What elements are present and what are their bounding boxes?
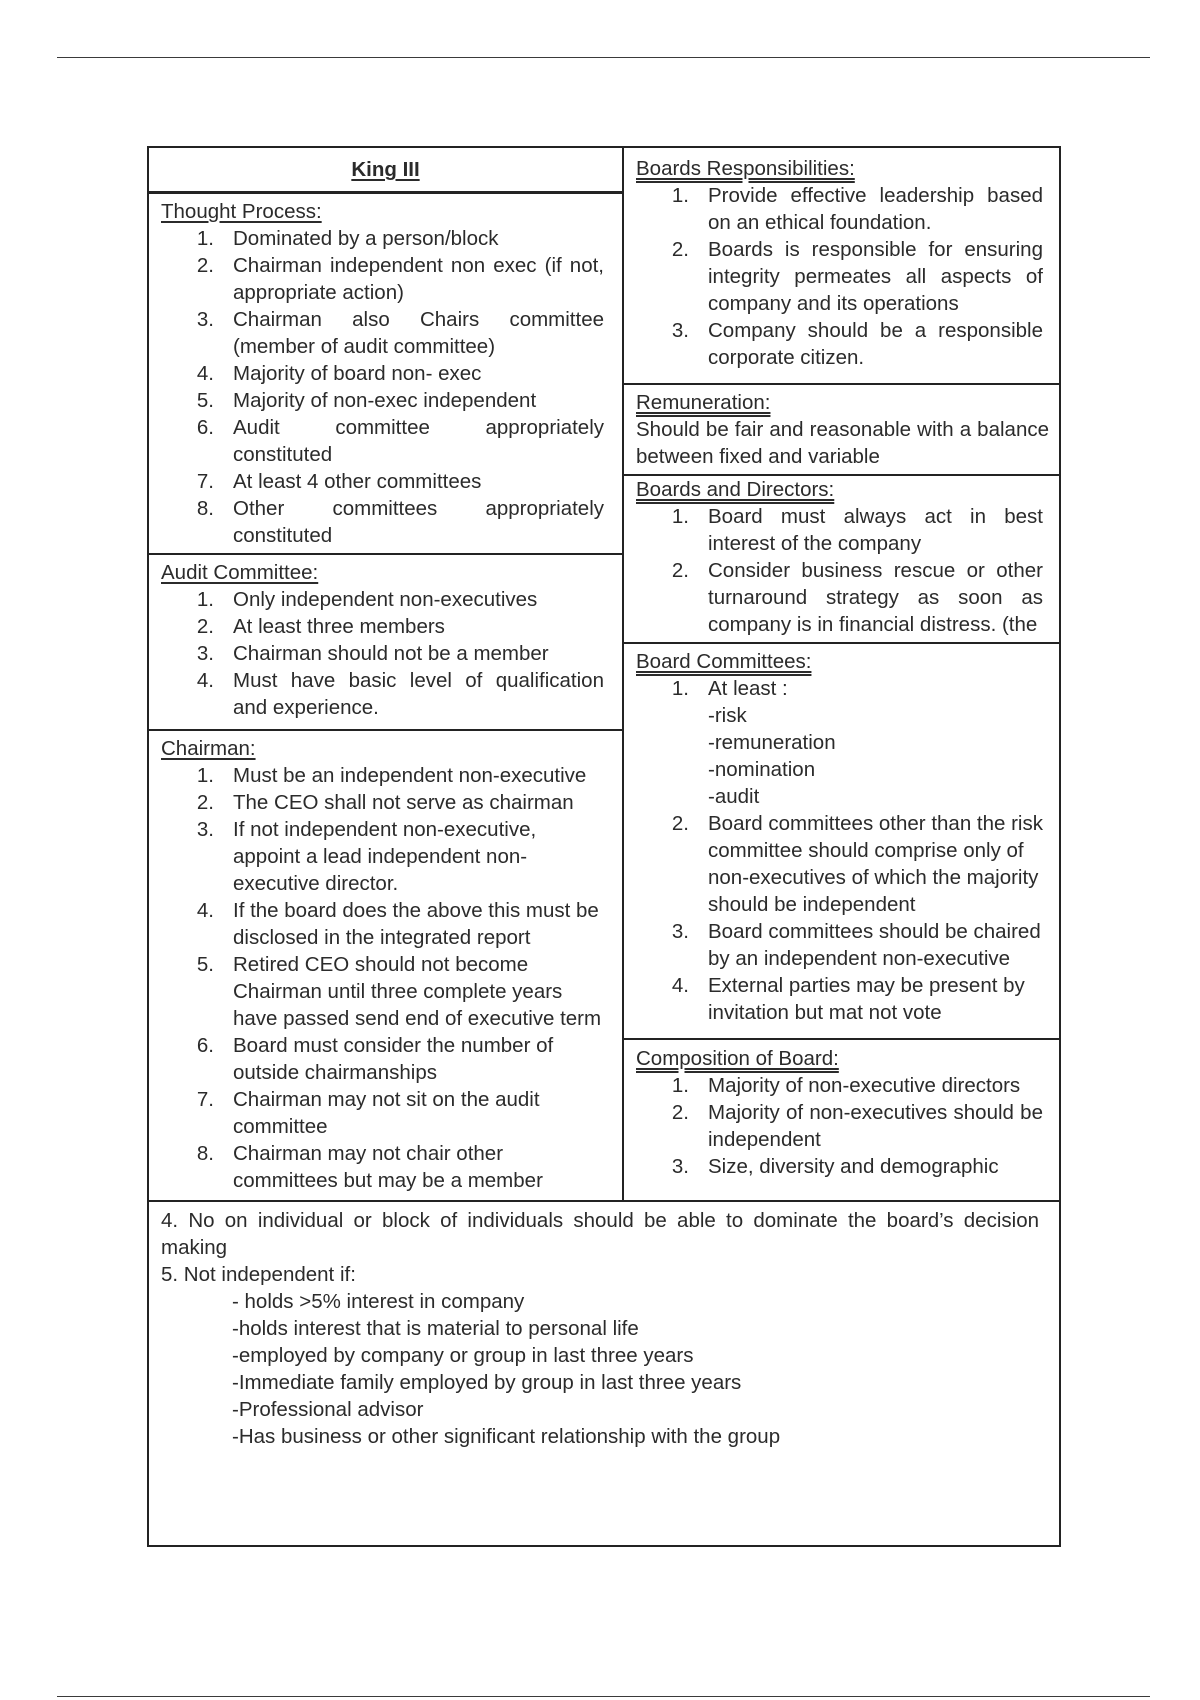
list-item-text: If not independent non-executive, appoint a lead independent non-executive director. [233, 818, 537, 895]
list-number: 1. [671, 505, 689, 528]
section-heading [161, 735, 604, 762]
list-number: 4. [196, 899, 214, 922]
list-number: 6. [196, 416, 214, 439]
list-number: 3. [196, 642, 214, 665]
list-number: 4. [671, 974, 689, 997]
list-item-text: Chairman may not sit on the audit committee [233, 1088, 540, 1138]
section-board-committees [622, 642, 1061, 1040]
list-number: 1. [196, 588, 214, 611]
list-item-text: Retired CEO should not become Chairman until three complete years have passed send end of executive term [233, 953, 602, 1030]
list-number: 2. [671, 812, 689, 835]
list-item-text: Chairman independent non exec (if not, appropriate action) [233, 254, 604, 304]
list-item [161, 951, 604, 1032]
composition-of-board-heading: Composition of Board: [636, 1047, 839, 1070]
list-item [161, 897, 604, 951]
composition-of-board-list [636, 1072, 1043, 1180]
section-heading [161, 559, 604, 586]
section-heading [161, 198, 604, 225]
list-item [636, 810, 1043, 918]
board-committees-heading: Board Committees: [636, 650, 812, 673]
list-number: 8. [196, 497, 214, 520]
list-item [161, 468, 604, 495]
list-number: 1. [671, 677, 689, 700]
list-item [636, 918, 1043, 972]
list-item-text: Board must consider the number of outside chairmanships [233, 1034, 554, 1084]
list-item-text: Majority of board non- exec [233, 362, 482, 385]
list-number: 6. [196, 1034, 214, 1057]
list-number: 4. [196, 362, 214, 385]
list-sub-item: -audit [708, 785, 760, 808]
list-item-text: External parties may be present by invitation but mat not vote [708, 974, 1025, 1024]
list-item [161, 667, 604, 721]
list-number: 4. [196, 669, 214, 692]
list-item [636, 1099, 1043, 1153]
list-sub-item: -nomination [708, 758, 816, 781]
top-rule [57, 57, 1150, 58]
list-item [636, 557, 1043, 638]
list-number: 2. [671, 1101, 689, 1124]
list-item-text: Board committees should be chaired by an independent non-executive [708, 920, 1041, 970]
list-number: 7. [196, 470, 214, 493]
list-item [636, 1153, 1043, 1180]
section-composition-of-board [622, 1038, 1061, 1202]
section-audit-committee [147, 553, 624, 731]
list-item-text: Dominated by a person/block [233, 227, 499, 250]
audit-committee-list [161, 586, 604, 721]
list-number: 2. [196, 615, 214, 638]
chairman-heading: Chairman: [161, 737, 256, 760]
list-number: 3. [671, 1155, 689, 1178]
list-item-text: Majority of non-executives should be independent [708, 1101, 1043, 1151]
section-heading [636, 389, 1049, 416]
list-number: 7. [196, 1088, 214, 1111]
list-item [161, 360, 604, 387]
thought-process-heading: Thought Process: [161, 200, 322, 223]
condition-line: -Immediate family employed by group in last three years [232, 1371, 742, 1394]
list-item [636, 503, 1043, 557]
list-item [636, 972, 1043, 1026]
list-number: 3. [196, 308, 214, 331]
list-number: 1. [671, 184, 689, 207]
section-boards-and-directors [622, 474, 1061, 644]
list-number: 1. [196, 764, 214, 787]
table-title-cell [147, 146, 624, 194]
remuneration-text: Should be fair and reasonable with a balance between fixed and variable [636, 418, 1049, 468]
list-item-text: At least 4 other committees [233, 470, 482, 493]
condition-line: -Professional advisor [232, 1398, 424, 1421]
list-item [161, 225, 604, 252]
list-item [161, 306, 604, 360]
list-number: 3. [671, 319, 689, 342]
list-item [161, 495, 604, 549]
remuneration-heading: Remuneration: [636, 391, 771, 414]
list-item-text: Board must always act in best interest of the company [708, 505, 1043, 555]
condition-line: -Has business or other significant relationship with the group [232, 1425, 781, 1448]
chairman-list [161, 762, 604, 1194]
list-item-text: Must have basic level of qualification and experience. [233, 669, 604, 719]
list-number: 1. [671, 1074, 689, 1097]
list-item-text: Company should be a responsible corporate citizen. [708, 319, 1043, 369]
list-item [161, 640, 604, 667]
bottom-rule [57, 1696, 1150, 1697]
table-title: King III [351, 158, 420, 181]
list-item-text: Board committees other than the risk committee should comprise only of non-executives of which the majority should be independent [708, 812, 1043, 916]
section-heading [636, 648, 1043, 675]
section-thought-process [147, 192, 624, 555]
condition-line: -holds interest that is material to personal life [232, 1317, 639, 1340]
list-item [161, 387, 604, 414]
list-number: 1. [196, 227, 214, 250]
list-number: 2. [196, 791, 214, 814]
section-chairman [147, 729, 624, 1202]
list-item-text: At least three members [233, 615, 445, 638]
list-item-text: Other committees appropriately constituted [233, 497, 604, 547]
boards-and-directors-list [636, 503, 1043, 638]
list-item [161, 252, 604, 306]
list-item [161, 613, 604, 640]
list-number: 5. [196, 953, 214, 976]
note-point-5: 5. Not independent if: [161, 1263, 356, 1286]
section-heading [636, 1045, 1043, 1072]
list-item-text: Boards is responsible for ensuring integrity permeates all aspects of company and its operations [708, 238, 1043, 315]
list-item [161, 1032, 604, 1086]
list-item [161, 762, 604, 789]
list-number: 2. [671, 559, 689, 582]
section-independence-notes [147, 1200, 1061, 1547]
list-item-text: At least : [708, 677, 788, 700]
list-number: 3. [196, 818, 214, 841]
section-remuneration [622, 383, 1061, 476]
boards-and-directors-heading: Boards and Directors: [636, 478, 835, 501]
list-item-text: If the board does the above this must be disclosed in the integrated report [233, 899, 599, 949]
list-item-text: Must be an independent non-executive [233, 764, 587, 787]
list-item-text: Consider business rescue or other turnaround strategy as soon as company is in financial distress. (the [708, 559, 1043, 636]
list-item [636, 675, 1043, 810]
list-sub-item: -risk [708, 704, 747, 727]
list-item [161, 1086, 604, 1140]
condition-line: - holds >5% interest in company [232, 1290, 525, 1313]
not-independent-conditions [161, 1288, 1039, 1450]
list-number: 3. [671, 920, 689, 943]
list-number: 8. [196, 1142, 214, 1165]
list-item-text: Size, diversity and demographic [708, 1155, 999, 1178]
list-item [161, 1140, 604, 1194]
list-number: 2. [196, 254, 214, 277]
boards-responsibilities-heading: Boards Responsibilities: [636, 157, 855, 180]
list-item-text: Majority of non-executive directors [708, 1074, 1021, 1097]
list-item-text: Majority of non-exec independent [233, 389, 537, 412]
thought-process-list [161, 225, 604, 549]
boards-responsibilities-list [636, 182, 1043, 371]
list-number: 2. [671, 238, 689, 261]
section-heading [636, 476, 1043, 503]
list-item [161, 586, 604, 613]
list-item-text: Chairman also Chairs committee (member of audit committee) [233, 308, 604, 358]
list-item [161, 816, 604, 897]
section-heading [636, 155, 1043, 182]
list-sub-item: -remuneration [708, 731, 836, 754]
list-item-text: Chairman may not chair other committees but may be a member [233, 1142, 543, 1192]
list-item [161, 414, 604, 468]
list-item-text: The CEO shall not serve as chairman [233, 791, 574, 814]
list-item-text: Provide effective leadership based on an ethical foundation. [708, 184, 1043, 234]
board-committees-list [636, 675, 1043, 1026]
list-item [636, 317, 1043, 371]
condition-line: -employed by company or group in last three years [232, 1344, 694, 1367]
list-item [636, 182, 1043, 236]
audit-committee-heading: Audit Committee: [161, 561, 319, 584]
list-item [636, 236, 1043, 317]
list-number: 5. [196, 389, 214, 412]
list-item [161, 789, 604, 816]
list-item-text: Audit committee appropriately constituted [233, 416, 604, 466]
note-point-4: 4. No on individual or block of individuals should be able to dominate the board’s decision making [161, 1209, 1039, 1259]
list-item-text: Chairman should not be a member [233, 642, 549, 665]
list-item-text: Only independent non-executives [233, 588, 538, 611]
list-item [636, 1072, 1043, 1099]
section-boards-responsibilities [622, 146, 1061, 385]
